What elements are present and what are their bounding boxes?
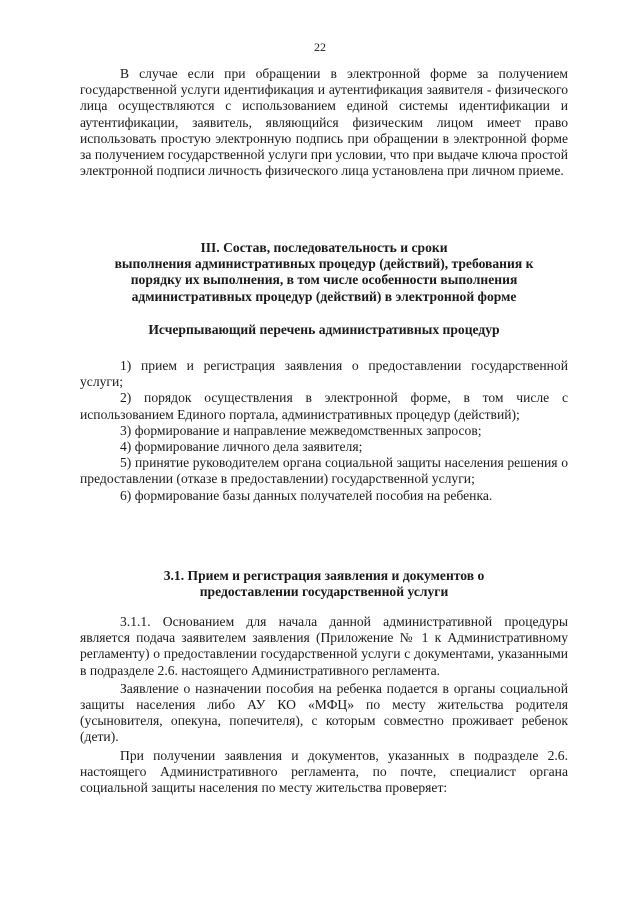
paragraph-mail: При получении заявления и документов, указанных в подразделе 2.6. настоящего Административного регламента, по почте, специалист органа социальной защиты населения по месту жительства проверяет: bbox=[80, 747, 568, 796]
procedures-list bbox=[80, 358, 568, 504]
intro-block bbox=[80, 66, 568, 179]
list-item: 4) формирование личного дела заявителя; bbox=[120, 439, 363, 455]
list-heading-block bbox=[80, 322, 568, 338]
list-heading: Исчерпывающий перечень административных процедур bbox=[148, 322, 500, 337]
subsection-title-line-1: 3.1. Прием и регистрация заявления и документов о bbox=[163, 568, 485, 583]
intro-paragraph: В случае если при обращении в электронной форме за получением государственной услуги идентификация и аутентификация заявителя - физического лица осуществляются с использованием единой системы идентификации и аутентификации, заявитель, являющийся физическим лицом имеет право использовать простую электронную подпись при обращении в электронной форме за получением государственной услуги при условии, что при выдаче ключа простой электронной подписи личность физического лица установлена при личном приеме. bbox=[80, 66, 568, 179]
page-number: 22 bbox=[314, 40, 326, 54]
list-item: 2) порядок осуществления в электронной форме, в том числе с использованием Единого портала, административных процедур (действий); bbox=[80, 390, 568, 422]
subsection-title bbox=[80, 568, 568, 600]
section-title bbox=[80, 240, 568, 305]
list-item: 5) принятие руководителем органа социальной защиты населения решения о предоставлении (отказе в предоставлении) государственной услуги; bbox=[80, 455, 568, 487]
section-title-line-4: административных процедур (действий) в электронной форме bbox=[131, 288, 517, 304]
body-paragraphs bbox=[80, 614, 568, 796]
paragraph-application: Заявление о назначении пособия на ребенка подается в органы социальной защиты населения либо АУ КО «МФЦ» по месту жительства родителя (усыновителя, опекуна, попечителя), с которым совместно проживает ребенок (дети). bbox=[80, 680, 568, 745]
list-item: 6) формирование базы данных получателей пособия на ребенка. bbox=[120, 487, 493, 503]
list-item: 1) прием и регистрация заявления о предоставлении государственной услуги; bbox=[80, 358, 568, 390]
section-title-line-1: III. Состав, последовательность и сроки bbox=[200, 240, 448, 255]
section-title-line-3: порядку их выполнения, в том числе особенности выполнения bbox=[130, 272, 518, 288]
paragraph-3-1-1: 3.1.1. Основанием для начала данной административной процедуры является подача заявителем заявления (Приложение № 1 к Административному регламенту) о предоставлении государственной услуги с документами, указанными в подразделе 2.6. настоящего Административного регламента. bbox=[80, 614, 568, 678]
list-item: 3) формирование и направление межведомственных запросов; bbox=[120, 422, 482, 438]
section-title-line-2: выполнения административных процедур (действий), требования к bbox=[114, 256, 534, 272]
subsection-title-line-2: предоставлении государственной услуги bbox=[199, 584, 449, 600]
